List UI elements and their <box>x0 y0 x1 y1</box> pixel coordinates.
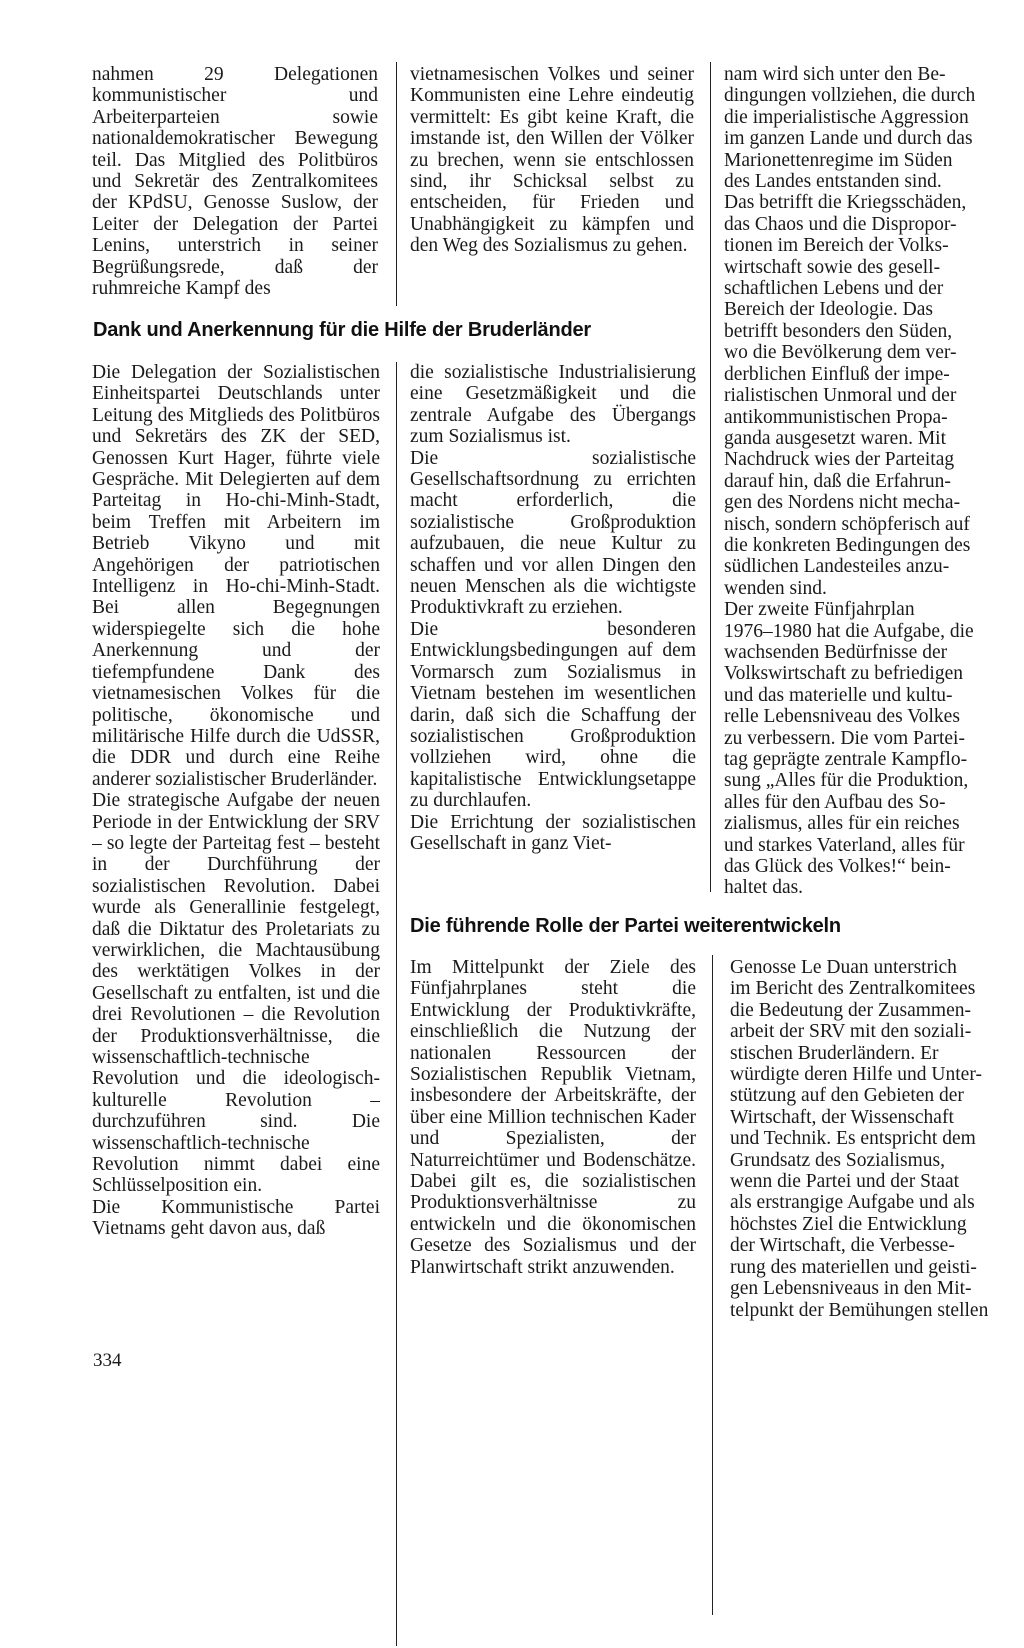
column-3-top <box>724 64 1024 899</box>
top-column-2 <box>410 64 694 257</box>
section-heading-2: Die führende Rolle der Partei weiterentwickeln <box>410 915 841 937</box>
paragraph: nahmen 29 Delegationen kommunistischer und Arbeiterparteien sowie nationaldemokratischer Bewegung teil. Das Mitglied des Politbüros und Sekretär des Zentralkomitees der KPdSU, Genosse Suslow, der Leiter der Delegation der Partei Lenins, unterstrich in seiner Begrüßungsrede, daß der ruhmreiche Kampf des <box>92 64 378 300</box>
paragraph: Die Errichtung der sozialistischen Gesellschaft in ganz Viet- <box>410 811 696 854</box>
section2-column-3 <box>730 957 1024 1321</box>
paragraph: Die strategische Aufgabe der neuen Periode in der Entwicklung der SRV – so legte der Parteitag fest – besteht in der Durchführung der sozialistischen Revolution. Dabei wurde als Generallinie festgelegt, daß die Diktatur des Proletariats zu verwirklichen, die Machtausübung des werktätigen Volkes in der Gesellschaft zu entfalten, ist und die drei Revolutionen – die Revolution der Produktionsverhältnisse, die wissenschaftlich-technische Revolution und die ideologisch-kulturelle Revolution – durchzuführen sind. Die wissenschaftlich-technische Revolution nimmt dabei eine Schlüsselposition ein. <box>92 790 380 1197</box>
column-rule <box>396 62 397 306</box>
section1-column-2 <box>410 362 696 854</box>
paragraph: Die sozialistische Gesellschaftsordnung zu errichten macht erforderlich, die sozialistische Großproduktion aufzubauen, die neue Kultur zu schaffen und vor allen Dingen den neuen Menschen als die wichtigste Produktivkraft zu erziehen. <box>410 447 696 619</box>
paragraph: Genosse Le Duan unterstrich im Bericht des Zentralkomitees die Bedeutung der Zusammen- arbeit der SRV mit den soziali- stischen Bruderländern. Er würdigte deren Hilfe und Unter- stützung auf den Gebieten der Wirtschaft, der Wissenschaft und Technik. Es entspricht dem Grundsatz des Sozialismus, wenn die Partei und der Staat als erstrangige Aufgabe und als höchstes Ziel die Entwicklung der Wirtschaft, die Verbesse- rung des materiellen und geisti- gen Lebensniveaus in den Mit- telpunkt der Bemühungen stellen <box>730 957 989 1321</box>
paragraph: die sozialistische Industrialisierung eine Gesetzmäßigkeit und die zentrale Aufgabe des Übergangs zum Sozialismus ist. <box>410 362 696 448</box>
paragraph: nam wird sich unter den Be- dingungen vollziehen, die durch die imperialistische Aggression im ganzen Lande und durch das Marionettenregime im Süden des Landes entstanden sind. Das betrifft die Kriegsschäden, das Chaos und die Dispropor- tionen im Bereich der Volks- wirtschaft sowie des gesell- schaftlichen Lebens und der Bereich der Ideologie. Das betrifft besonders den Süden, wo die Bevölkerung dem ver- derblichen Einfluß der impe- rialistischen Unmoral und der antikommunistischen Propa- ganda ausgesetzt waren. Mit Nachdruck wies der Parteitag darauf hin, daß die Erfahrun- gen des Nordens nicht mecha- nisch, sondern schöpferisch auf die konkreten Bedingungen des südlichen Landesteiles anzu- wenden sind. <box>724 64 976 599</box>
paragraph: Der zweite Fünfjahrplan 1976–1980 hat die Aufgabe, die wachsenden Bedürfnisse der Volkswirtschaft zu befriedigen und das materielle und kultu- relle Lebensniveau des Volkes zu verbessern. Die vom Partei- tag geprägte zentrale Kampflo- sung „Alles für die Produktion, alles für den Aufbau des So- zialismus, alles für ein reiches und starkes Vaterland, alles für das Glück des Volkes!“ bein- haltet das. <box>724 599 974 899</box>
page-number: 334 <box>93 1350 122 1371</box>
column-rule <box>396 362 397 1646</box>
section-heading-1: Dank und Anerkennung für die Hilfe der Bruderländer <box>93 319 592 341</box>
section2-column-2 <box>410 957 696 1278</box>
column-rule <box>710 62 711 892</box>
paragraph: Die Delegation der Sozialistischen Einheitspartei Deutschlands unter Leitung des Mitglieds des Politbüros und Sekretärs des ZK der SED, Genossen Kurt Hager, führte viele Gespräche. Mit Delegierten auf dem Parteitag in Ho-chi-Minh-Stadt, beim Treffen mit Arbeitern im Betrieb Vikyno und mit Angehörigen der patriotischen Intelligenz in Ho-chi-Minh-Stadt. Bei allen Begegnungen widerspiegelte sich die hohe Anerkennung und der tiefempfundene Dank des vietnamesischen Volkes für die politische, ökonomische und militärische Hilfe durch die UdSSR, die DDR und durch eine Reihe anderer sozialistischer Bruderländer. <box>92 362 380 790</box>
paragraph: Die besonderen Entwicklungsbedingungen auf dem Vormarsch zum Sozialismus in Vietnam bestehen im wesentlichen darin, daß sich die Schaffung der sozialistischen Großproduktion vollziehen wird, ohne die kapitalistische Entwicklungsetappe zu durchlaufen. <box>410 618 696 812</box>
top-column-1 <box>92 64 378 299</box>
paragraph: Die Kommunistische Partei Vietnams geht davon aus, daß <box>92 1196 380 1240</box>
paragraph: Im Mittelpunkt der Ziele des Fünfjahrplanes steht die Entwicklung der Produktivkräfte, einschließlich die Nutzung der nationalen Ressourcen der Sozialistischen Republik Vietnam, insbesondere der Arbeitskräfte, der über eine Million technischen Kader und Spezialisten, der Naturreichtümer und Bodenschätze. Dabei gilt es, die sozialistischen Produktionsverhältnisse zu entwickeln und die ökonomischen Gesetze des Sozialismus und der Planwirtschaft strikt anzuwenden. <box>410 957 696 1278</box>
paragraph: vietnamesischen Volkes und seiner Kommunisten eine Lehre eindeutig vermittelt: Es gibt keine Kraft, die imstande ist, den Willen der Völker zu brechen, wenn sie entschlossen sind, ihr Schicksal selbst zu entscheiden, für Frieden und Unabhängigkeit zu kämpfen und den Weg des Sozialismus zu gehen. <box>410 64 694 257</box>
column-rule <box>712 955 713 1615</box>
section1-column-1 <box>92 362 380 1648</box>
